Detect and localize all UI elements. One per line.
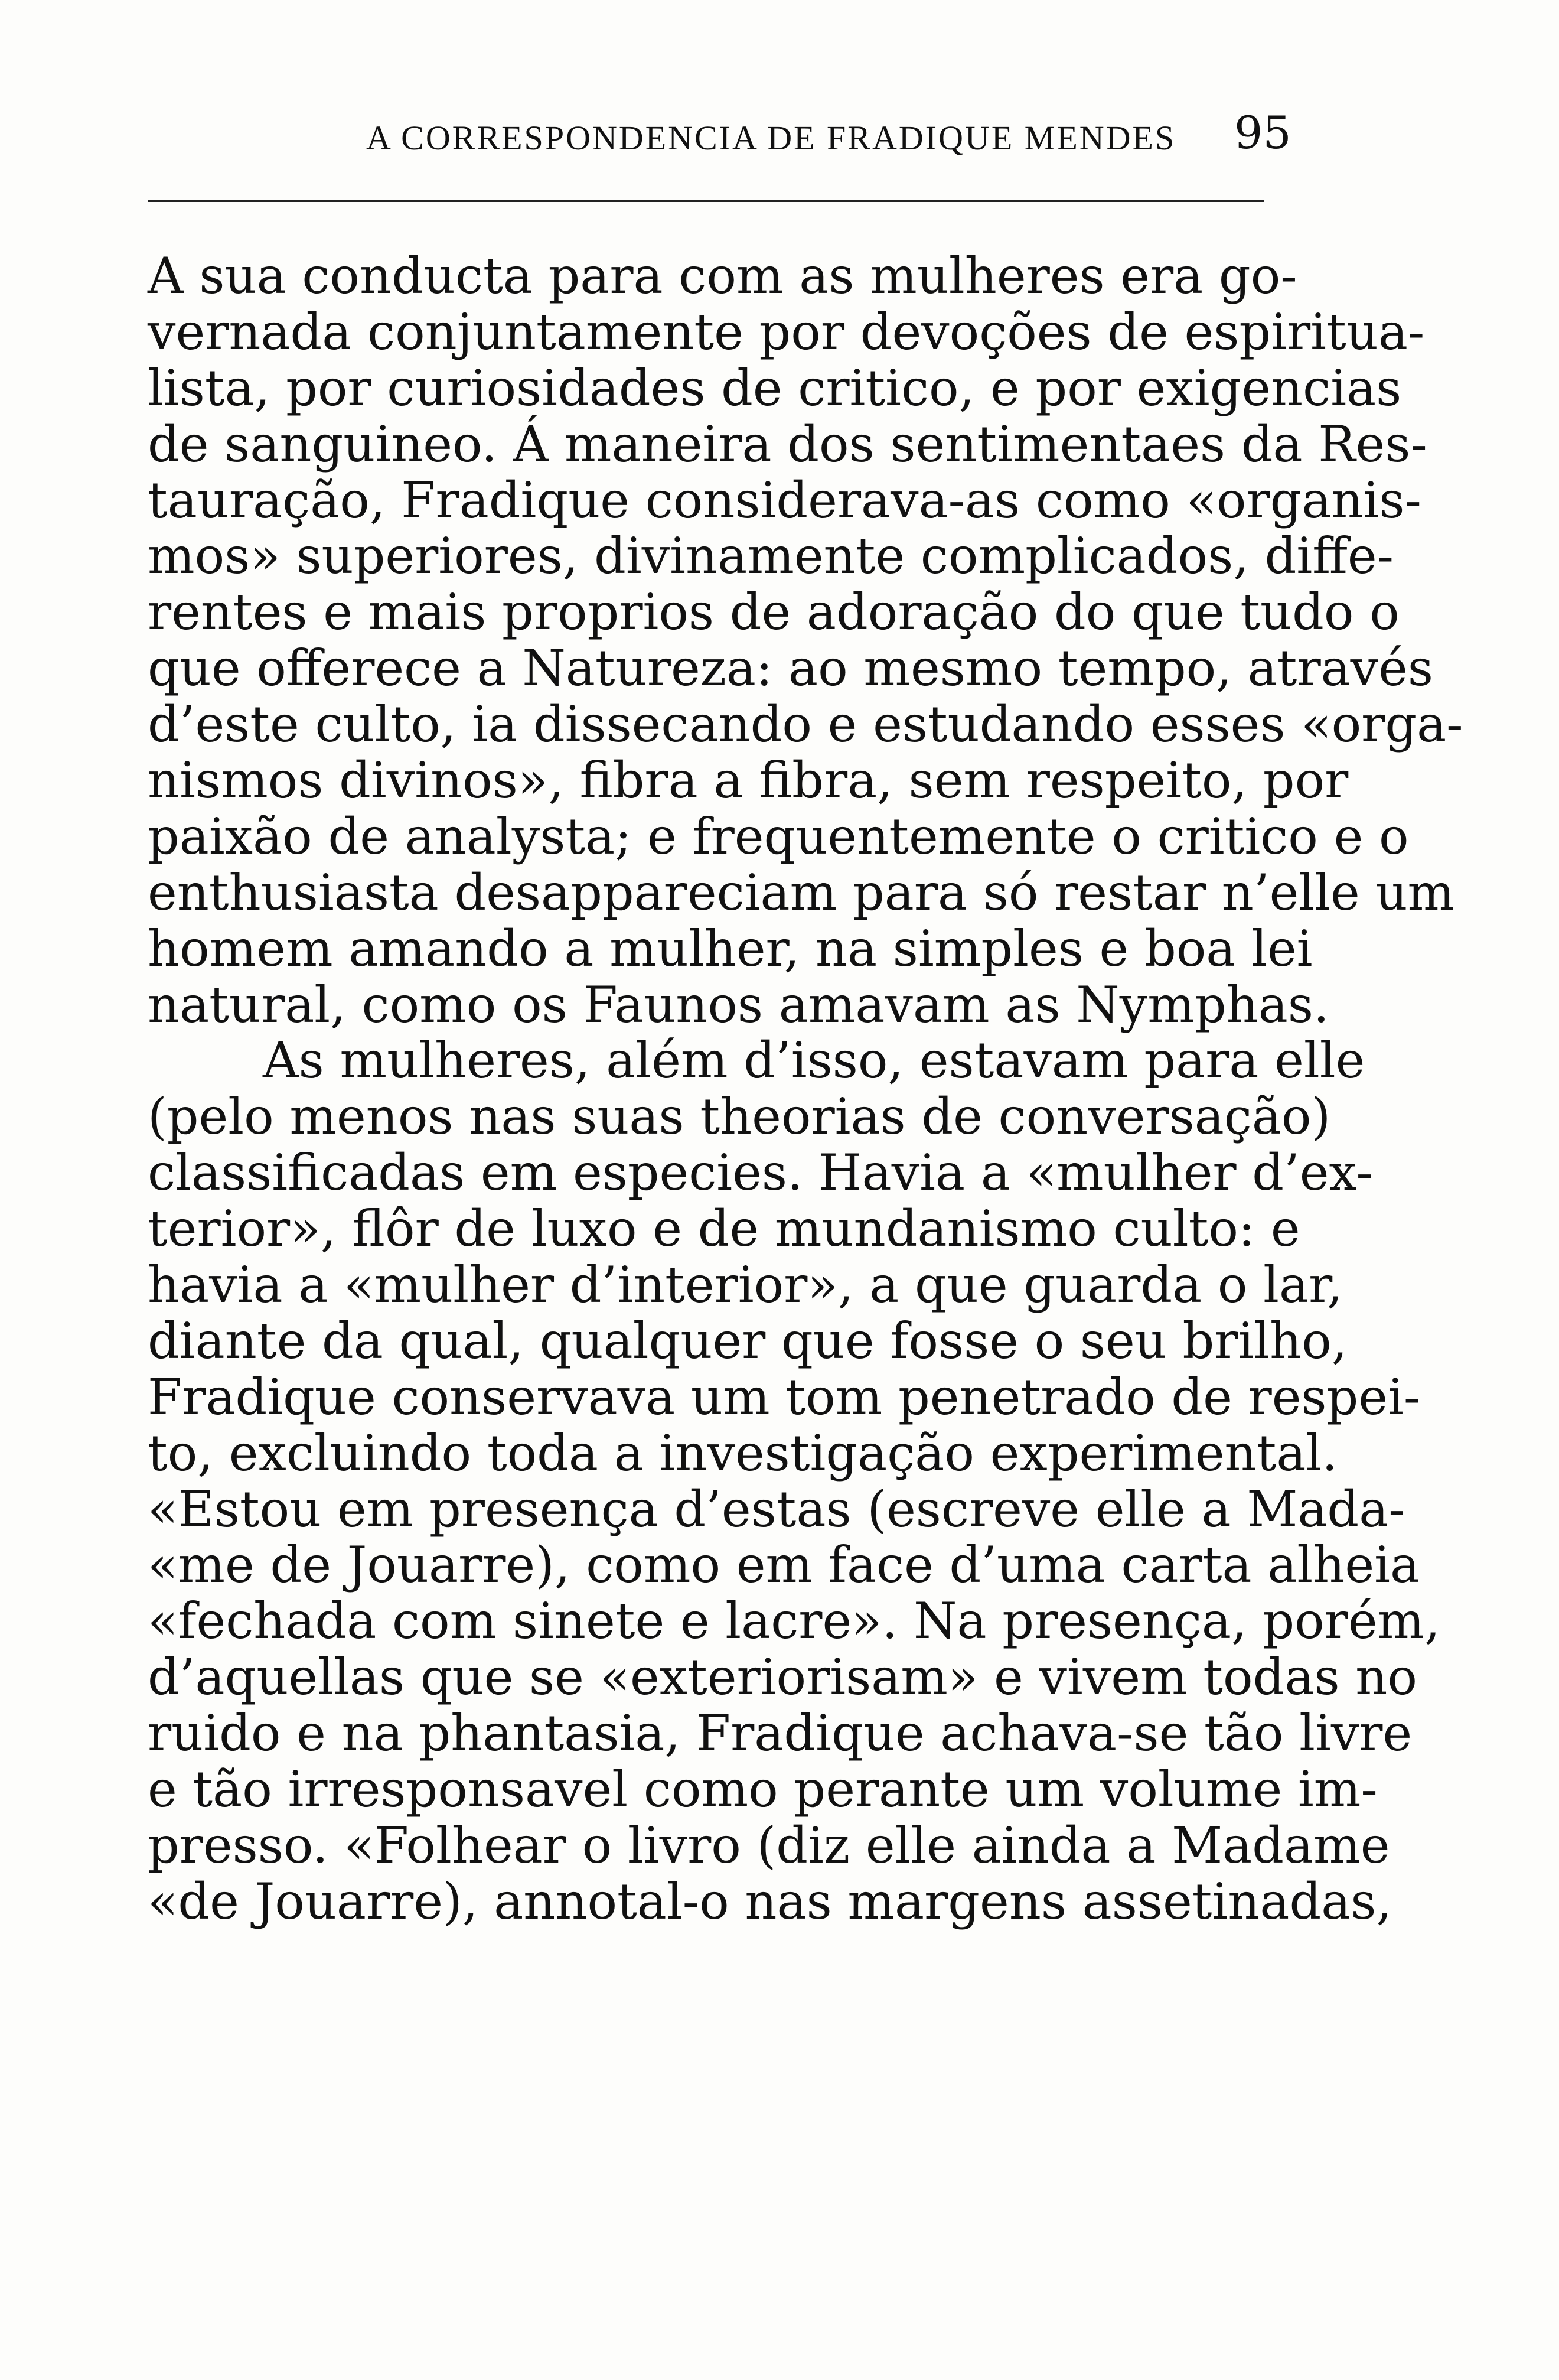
text-line: lista, por curiosidades de critico, e por exigencias [148,359,1402,417]
text-line: natural, como os Faunos amavam as Nymphas. [148,975,1329,1034]
text-line: d’este culto, ia dissecando e estudando esses «orga- [148,695,1463,754]
text-line: A sua conducta para com as mulheres era go- [148,247,1297,305]
text-line: (pelo menos nas suas theorias de conversação) [148,1088,1331,1146]
text-line: diante da qual, qualquer que fosse o seu brilho, [148,1311,1348,1370]
page-number: 95 [1234,106,1291,159]
text-line: homem amando a mulher, na simples e boa lei [148,919,1313,978]
text-line: Fradique conservava um tom penetrado de respei- [148,1368,1421,1426]
text-line: «de Jouarre), annotal-o nas margens assetinadas, [148,1872,1392,1930]
body-text [148,247,1463,1930]
running-title: A CORRESPONDENCIA DE FRADIQUE MENDES [366,119,1176,157]
header-rule [148,200,1264,202]
text-line: enthusiasta desappareciam para só restar n’elle um [148,863,1455,922]
text-line: «me de Jouarre), como em face d’uma carta alheia [148,1536,1420,1594]
text-line: havia a «mulher d’interior», a que guarda o lar, [148,1256,1343,1314]
text-line: paixão de analysta; e frequentemente o critico e o [148,807,1409,865]
text-line: nismos divinos», fibra a fibra, sem respeito, por [148,751,1349,810]
text-line: tauração, Fradique considerava-as como «organis- [148,471,1421,529]
text-line: ruido e na phantasia, Fradique achava-se tão livre [148,1704,1413,1763]
text-line: que offerece a Natureza: ao mesmo tempo, através [148,639,1433,698]
text-line: vernada conjuntamente por devoções de espiritua- [148,302,1425,361]
text-line: d’aquellas que se «exteriorisam» e vivem todas no [148,1648,1417,1707]
page-header [148,100,1291,177]
text-line: to, excluindo toda a investigação experimental. [148,1424,1338,1482]
text-line: presso. «Folhear o livro (diz elle ainda a Madame [148,1816,1390,1874]
text-line: mos» superiores, divinamente complicados, diffe- [148,527,1394,585]
text-line: «fechada com sinete e lacre». Na presença, porém, [148,1592,1440,1650]
text-line: rentes e mais proprios de adoração do que tudo o [148,583,1400,642]
text-line: e tão irresponsavel como perante um volume im- [148,1760,1378,1819]
text-line: de sanguineo. Á maneira dos sentimentaes da Res- [148,415,1427,473]
text-line: «Estou em presença d’estas (escreve elle a Mada- [148,1480,1405,1538]
text-line: terior», flôr de luxo e de mundanismo culto: e [148,1200,1300,1258]
text-line: classificadas em especies. Havia a «mulher d’ex- [148,1144,1373,1202]
text-line: As mulheres, além d’isso, estavam para elle [263,1031,1365,1090]
